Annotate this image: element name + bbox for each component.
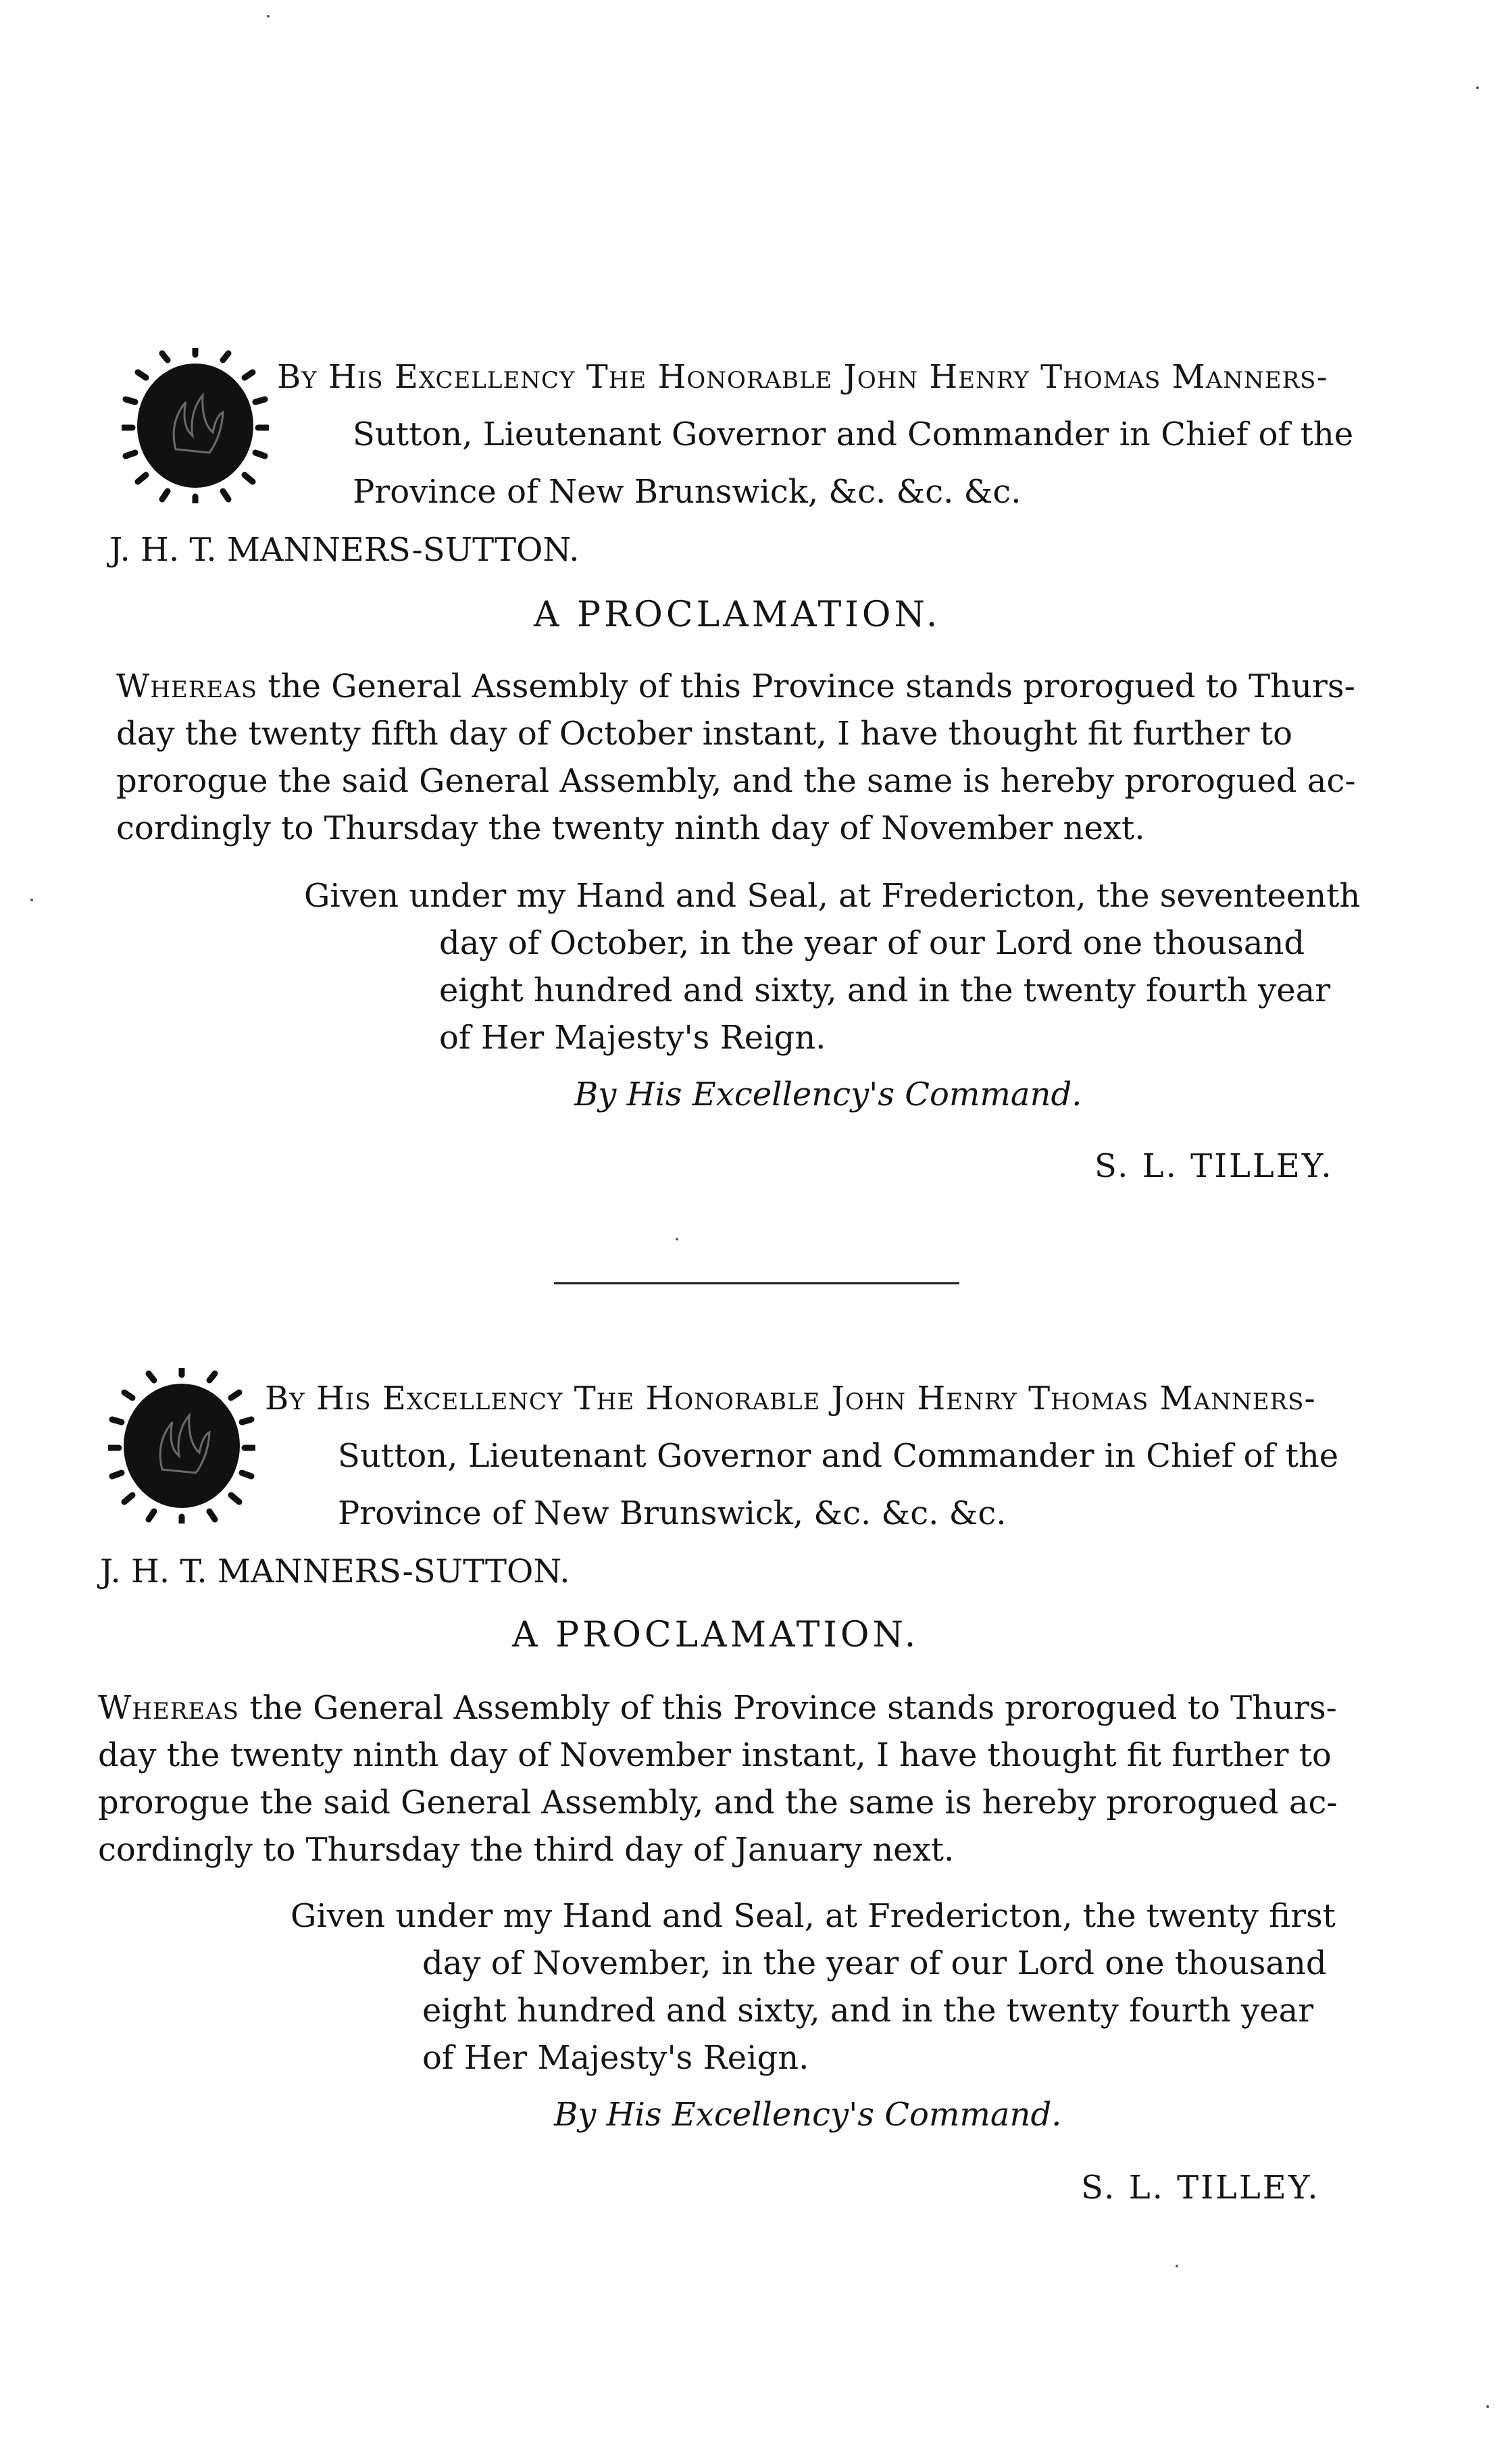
- header-line-2: Sutton, Lieutenant Governor and Commander in Chief of the: [353, 416, 1354, 453]
- command-line: By His Excellency's Command.: [574, 1076, 1082, 1113]
- body-line-1: [98, 1688, 1337, 1728]
- body-line-2: day the twenty fifth day of October instant, I have thought fit further to: [116, 715, 1293, 753]
- body-line-4: cordingly to Thursday the third day of January next.: [98, 1831, 955, 1869]
- scan-speck: [676, 1238, 678, 1240]
- header-line-1: By His Excellency The Honorable John Henry Thomas Manners-: [265, 1380, 1316, 1417]
- given-line-1: Given under my Hand and Seal, at Fredericton, the seventeenth: [304, 877, 1361, 915]
- scan-speck: [1476, 86, 1479, 89]
- header-line-3: Province of New Brunswick, &c. &c. &c.: [338, 1494, 1007, 1532]
- scan-speck: [1176, 2265, 1178, 2267]
- given-line-2: day of October, in the year of our Lord one thousand: [439, 924, 1305, 962]
- secretary-signature: S. L. TILLEY.: [1081, 2169, 1320, 2207]
- command-line: By His Excellency's Command.: [554, 2096, 1062, 2134]
- proclamation-title: A PROCLAMATION.: [512, 1615, 919, 1655]
- scan-speck: [30, 899, 33, 901]
- whereas-word: Whereas: [98, 1689, 240, 1727]
- header-line-2: Sutton, Lieutenant Governor and Commander in Chief of the: [338, 1437, 1339, 1475]
- given-line-3: eight hundred and sixty, and in the twenty fourth year: [422, 1992, 1314, 2030]
- scan-speck: [1486, 2405, 1489, 2408]
- section-divider: [554, 1282, 959, 1284]
- given-line-1: Given under my Hand and Seal, at Fredericton, the twenty first: [291, 1897, 1336, 1935]
- body-text-1: the General Assembly of this Province stands prorogued to Thurs-: [239, 1689, 1337, 1727]
- header-line-1: By His Excellency The Honorable John Henry Thomas Manners-: [277, 358, 1328, 396]
- governor-signature: J. H. T. MANNERS-SUTTON.: [100, 1553, 570, 1590]
- body-text-1: the General Assembly of this Province stands prorogued to Thurs-: [257, 668, 1355, 705]
- scan-speck: [267, 15, 270, 18]
- given-line-2: day of November, in the year of our Lord one thousand: [422, 1944, 1327, 1982]
- secretary-signature: S. L. TILLEY.: [1094, 1147, 1334, 1185]
- seal-2: [108, 1368, 255, 1524]
- body-line-3: prorogue the said General Assembly, and the same is hereby prorogued ac-: [116, 762, 1356, 800]
- whereas-word: Whereas: [116, 668, 258, 705]
- governor-signature: J. H. T. MANNERS-SUTTON.: [109, 531, 580, 569]
- given-line-4: of Her Majesty's Reign.: [439, 1019, 826, 1057]
- given-line-4: of Her Majesty's Reign.: [422, 2039, 809, 2077]
- given-line-3: eight hundred and sixty, and in the twenty fourth year: [439, 972, 1331, 1009]
- body-line-2: day the twenty ninth day of November instant, I have thought fit further to: [98, 1736, 1332, 1774]
- seal-1: [122, 348, 269, 503]
- proclamation-title: A PROCLAMATION.: [534, 595, 941, 635]
- body-line-3: prorogue the said General Assembly, and the same is hereby prorogued ac-: [98, 1784, 1338, 1821]
- body-line-1: [116, 666, 1355, 707]
- body-line-4: cordingly to Thursday the twenty ninth day of November next.: [116, 809, 1145, 847]
- header-line-3: Province of New Brunswick, &c. &c. &c.: [353, 473, 1022, 511]
